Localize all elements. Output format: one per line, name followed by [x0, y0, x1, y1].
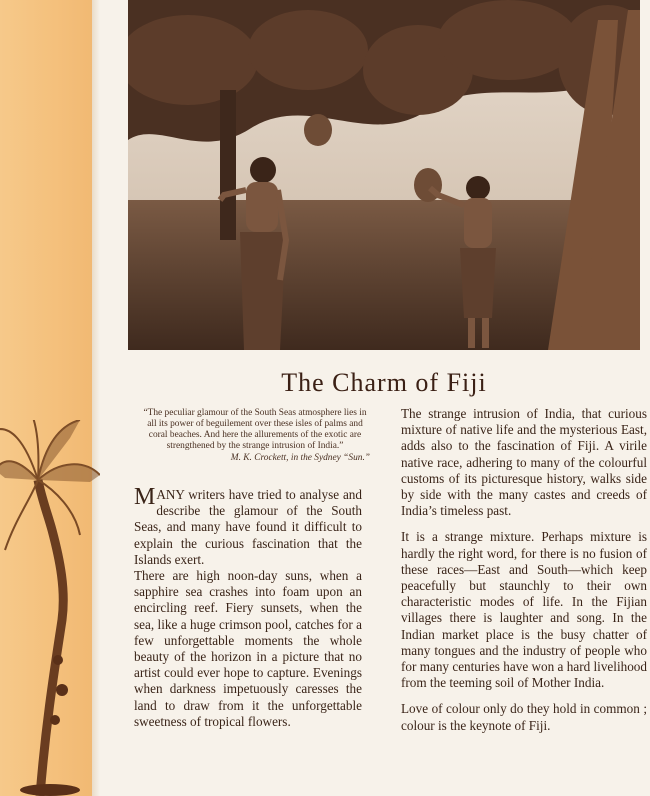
- left-paragraph-1: [134, 484, 362, 568]
- right-text-column: [401, 406, 647, 744]
- palm-tree-illustration: [0, 420, 100, 796]
- page-title: The Charm of Fiji: [281, 368, 487, 397]
- left-paragraph-2: There are high noon-day suns, when a sapphire sea crashes into foam upon an encircling reef. Fiery sunsets, when the sea, like a huge crimson pool, catches for a few unforgettable moments the whole beauty of the horizon in a picture that no artist could ever hope to capture. Evenings when darkness impetuously caresses the land to draw from it the unforgettable sweetness of tropical flowers.: [134, 568, 362, 729]
- right-paragraph-1: The strange intrusion of India, that curious mixture of native life and the mysterious East, adds also to the fascination of Fiji. A virile native race, adhering to many of the colourful customs of its picturesque history, walks side by side with the many castes and creeds of India’s timeless past.: [401, 406, 647, 519]
- right-paragraph-2: It is a strange mixture. Perhaps mixture is hardly the right word, for there is no fusion of these races—East and South—which keep peacefully but staunchly to their own characteristic modes of life. In the Fijian villages there is laughter and song. In the Indian market place is the busy chatter of many tongues and the industry of people who for many centuries have won a hard livelihood from the teeming soil of Mother India.: [401, 529, 647, 691]
- fiji-photograph: [128, 0, 640, 350]
- epigraph: [140, 408, 370, 464]
- left-text-column: [134, 484, 362, 730]
- left-paragraph-1-text: ANY writers have tried to analyse and describe the glamour of the South Seas, and many have found it difficult to explain the curious fascination that the Islands exert.: [134, 487, 362, 567]
- epigraph-quote: “The peculiar glamour of the South Seas atmosphere lies in all its power of beguilement over these isles of palms and coral beaches. And here the allurements of the exotic are strengthened by the strange intrusion of India.”: [143, 408, 367, 451]
- epigraph-attribution: M. K. Crockett, in the Sydney “Sun.”: [230, 453, 370, 463]
- drop-cap: M: [134, 484, 156, 510]
- right-paragraph-3: Love of colour only do they hold in common ; colour is the keynote of Fiji.: [401, 701, 647, 733]
